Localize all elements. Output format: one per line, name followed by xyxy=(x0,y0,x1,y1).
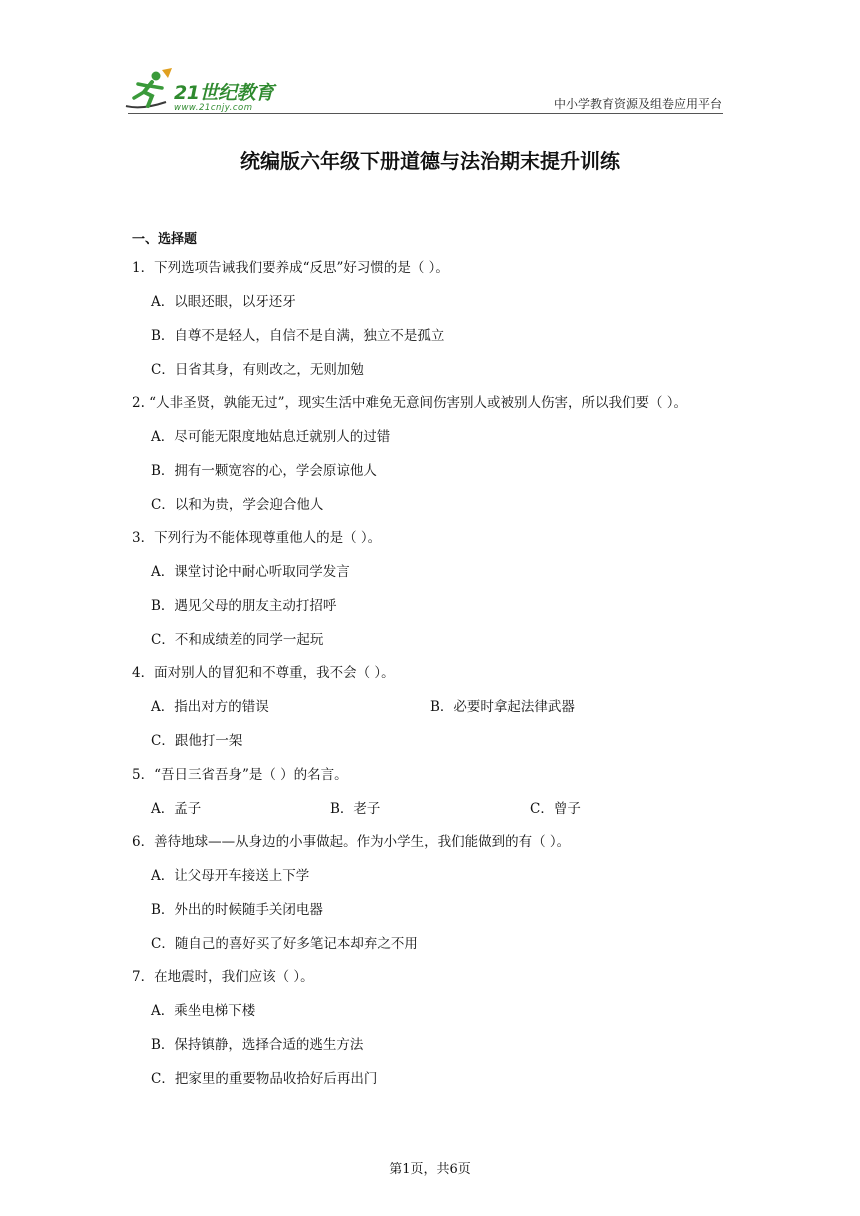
question-7: 7．在地震时，我们应该（ ）。 xyxy=(132,969,314,985)
question-4-option-c: C．跟他打一架 xyxy=(151,733,243,749)
question-3: 3．下列行为不能体现尊重他人的是（ ）。 xyxy=(132,530,382,546)
question-2-option-c: C．以和为贵，学会迎合他人 xyxy=(151,497,324,513)
question-6: 6．善待地球——从身边的小事做起。作为小学生，我们能做到的有（ ）。 xyxy=(132,834,571,850)
question-6-option-c: C．随自己的喜好买了好多笔记本却弃之不用 xyxy=(151,936,418,952)
question-2: 2. “人非圣贤，孰能无过”，现实生活中难免无意间伤害别人或被别人伤害，所以我们要（ ）。 xyxy=(132,395,688,411)
question-3-option-c: C．不和成绩差的同学一起玩 xyxy=(151,632,324,648)
page-number: 第1页，共6页 xyxy=(389,1162,471,1177)
question-5: 5．“吾日三省吾身”是（ ）的名言。 xyxy=(132,767,348,783)
question-5-option-c: C．曾子 xyxy=(530,801,581,817)
question-2-option-b: B．拥有一颗宽容的心，学会原谅他人 xyxy=(151,463,377,479)
runner-logo-icon xyxy=(122,66,174,114)
page-header xyxy=(0,0,860,120)
question-1-option-b: B．自尊不是轻人，自信不是自满，独立不是孤立 xyxy=(151,328,445,344)
question-7-option-a: A．乘坐电梯下楼 xyxy=(151,1003,256,1019)
question-2-option-a: A．尽可能无限度地姑息迁就别人的过错 xyxy=(151,429,391,445)
logo-url: www.21cnjy.com xyxy=(174,103,253,113)
question-7-option-b: B．保持镇静，选择合适的逃生方法 xyxy=(151,1037,364,1053)
question-6-option-b: B．外出的时候随手关闭电器 xyxy=(151,902,323,918)
header-divider xyxy=(128,113,723,114)
logo xyxy=(122,66,302,116)
page-title: 统编版六年级下册道德与法治期末提升训练 xyxy=(240,149,620,173)
logo-text: 21世纪教育 xyxy=(174,82,274,104)
question-4: 4．面对别人的冒犯和不尊重，我不会（ ）。 xyxy=(132,665,395,681)
question-5-option-b: B．老子 xyxy=(330,801,381,817)
question-4-option-a: A．指出对方的错误 xyxy=(151,699,269,715)
question-6-option-a: A．让父母开车接送上下学 xyxy=(151,868,310,884)
question-1-option-c: C．日省其身，有则改之，无则加勉 xyxy=(151,362,364,378)
question-4-option-b: B．必要时拿起法律武器 xyxy=(430,699,575,715)
question-5-option-a: A．孟子 xyxy=(151,801,202,817)
question-3-option-b: B．遇见父母的朋友主动打招呼 xyxy=(151,598,337,614)
section-heading: 一、选择题 xyxy=(132,232,198,247)
question-1: 1．下列选项告诫我们要养成“反思”好习惯的是（ ）。 xyxy=(132,260,449,276)
platform-label: 中小学教育资源及组卷应用平台 xyxy=(553,97,722,111)
question-1-option-a: A．以眼还眼，以牙还牙 xyxy=(151,294,296,310)
question-7-option-c: C．把家里的重要物品收拾好后再出门 xyxy=(151,1071,378,1087)
question-3-option-a: A．课堂讨论中耐心听取同学发言 xyxy=(151,564,350,580)
